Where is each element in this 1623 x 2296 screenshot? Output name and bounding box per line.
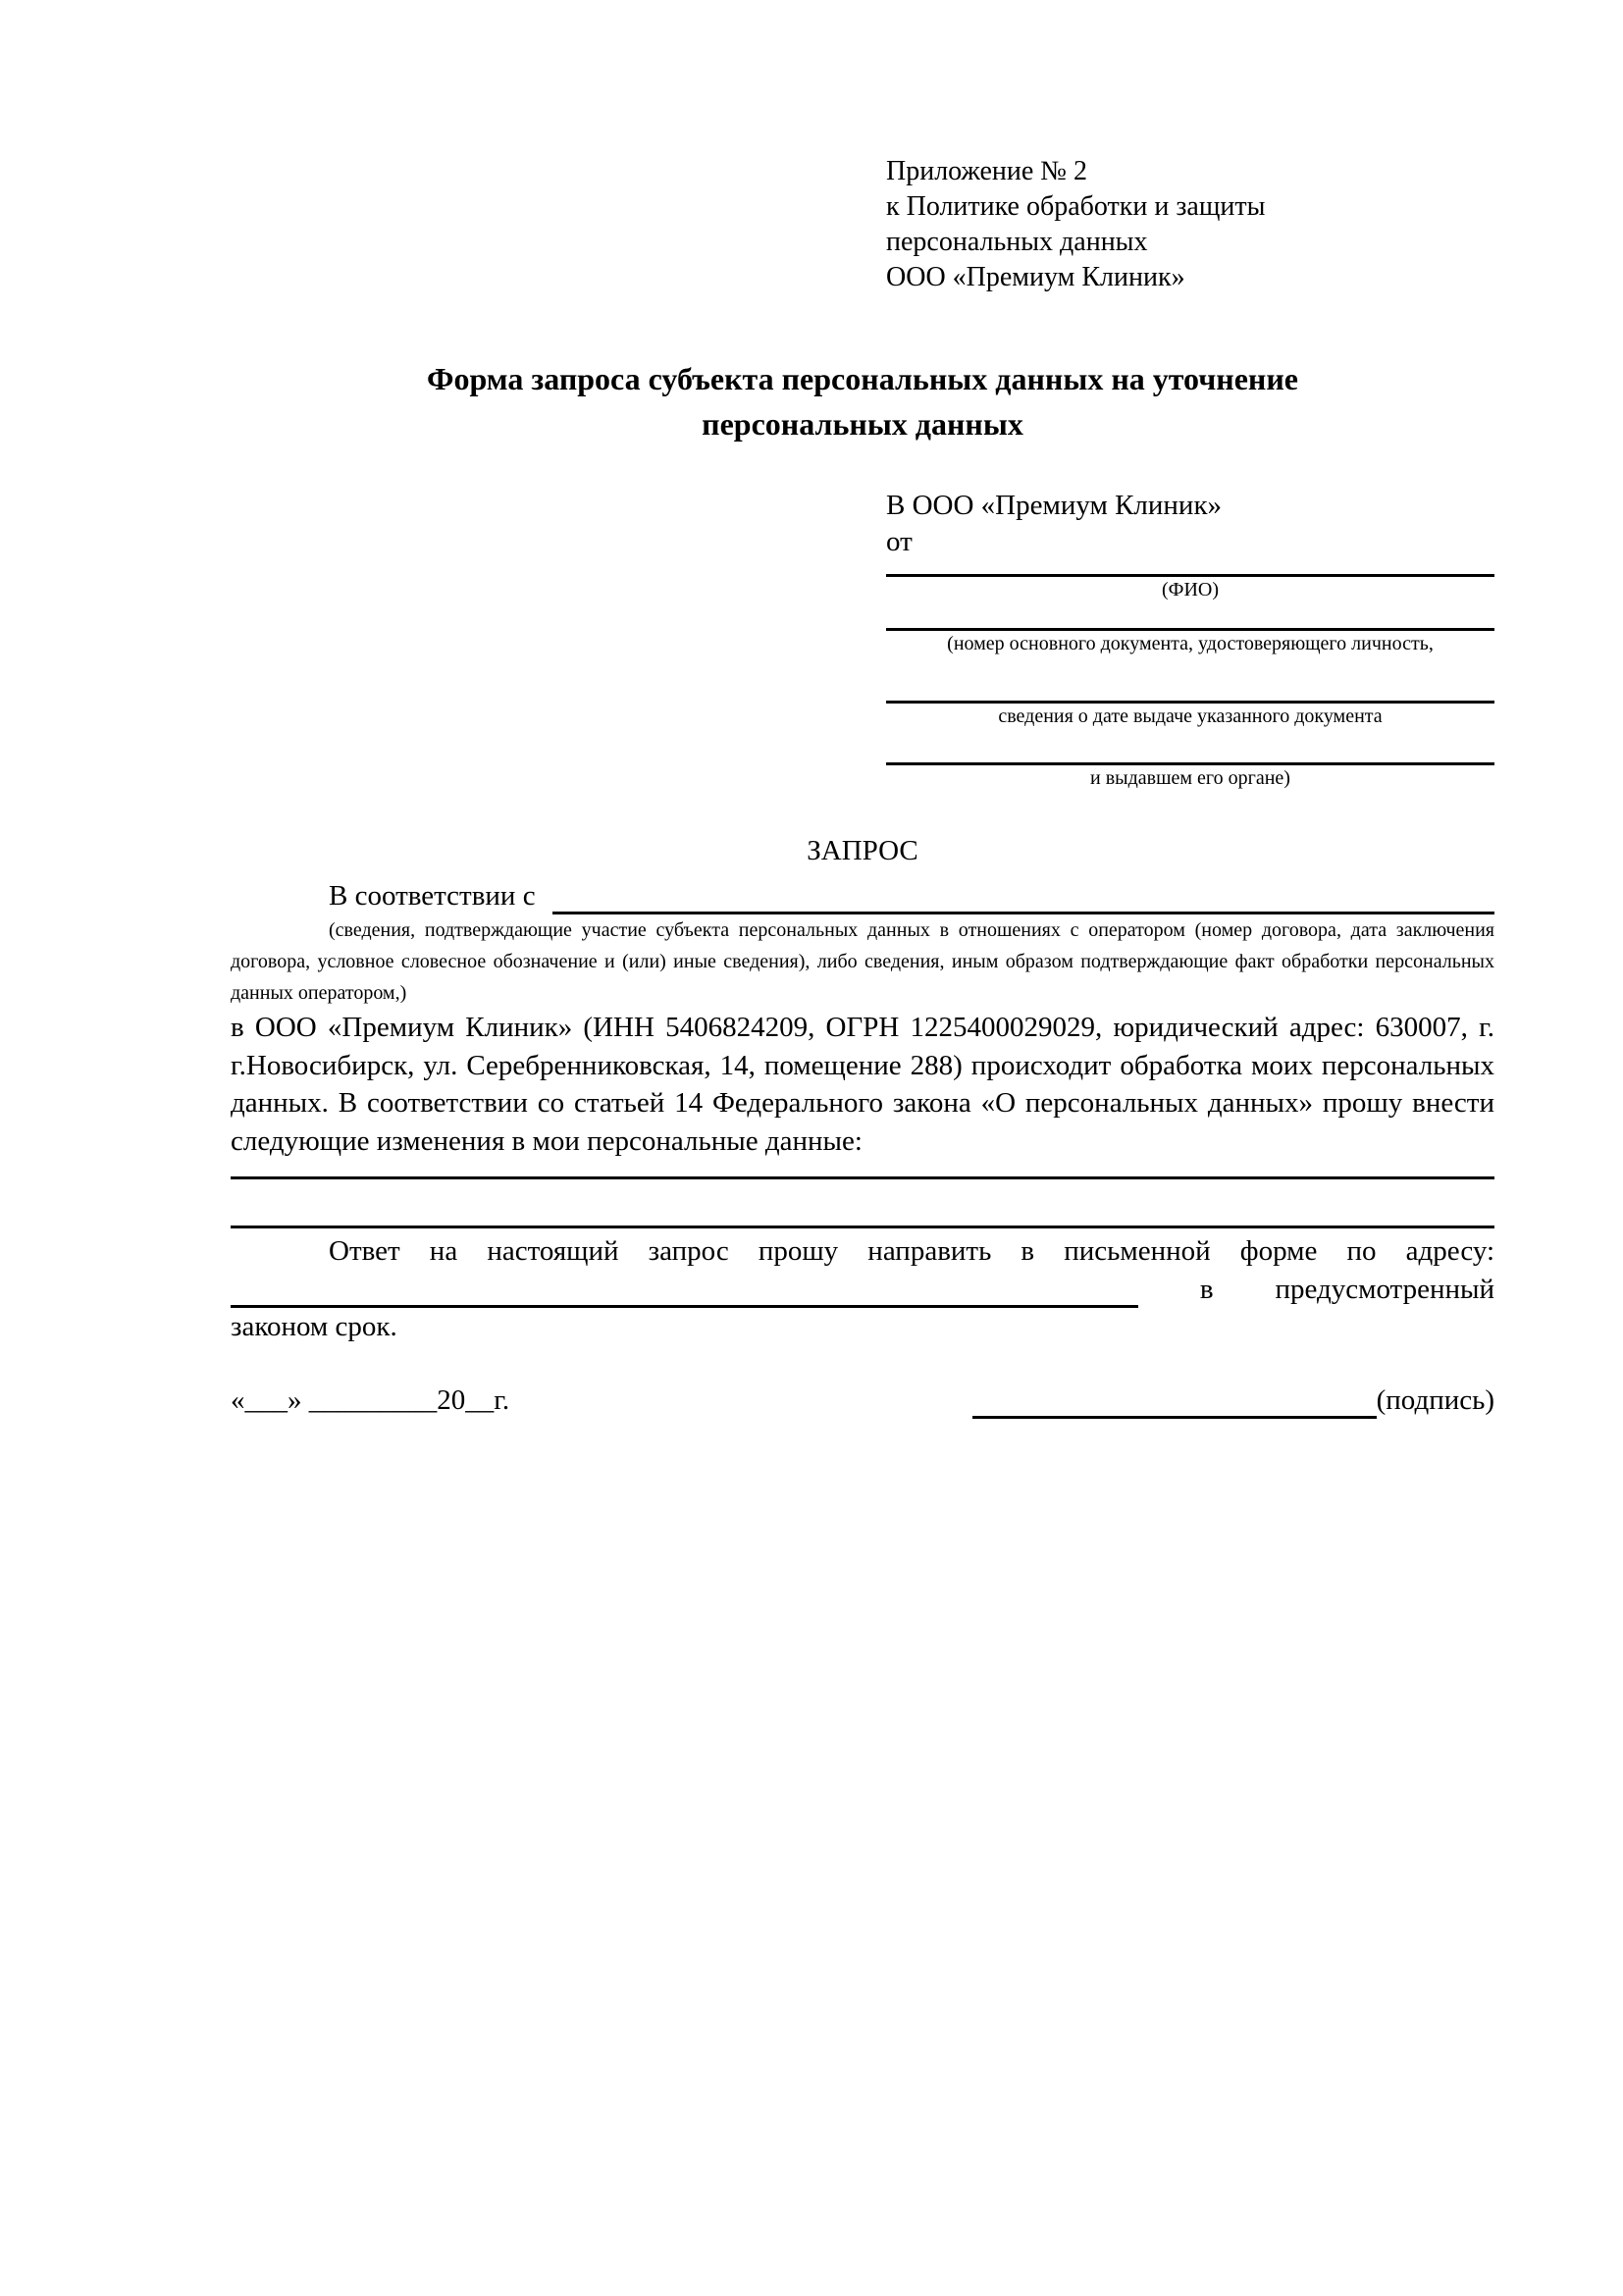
document-title: [231, 356, 1494, 446]
changes-blank-line-2: [231, 1179, 1494, 1228]
reply-word-2: предусмотренный: [1275, 1273, 1494, 1305]
date-blank: «___» _________20__г.: [231, 1383, 510, 1416]
request-heading: ЗАПРОС: [807, 835, 918, 866]
changes-blank-line-1: [231, 1160, 1494, 1179]
request-intro-row: [231, 877, 1494, 914]
reply-intro-paragraph: Ответ на настоящий запрос прошу направить в письменной форме по адресу:: [329, 1235, 1494, 1267]
reply-address-blank-line: [231, 1277, 1138, 1308]
document-number-blank-line: [886, 603, 1494, 631]
document-title-line-1: Форма запроса субъекта персональных данных на уточнение: [427, 361, 1298, 396]
appendix-header: [886, 154, 1494, 295]
request-intro-prefix: В соответствии с: [329, 880, 543, 912]
addressee-block: [886, 488, 1494, 792]
document-title-line-2: персональных данных: [702, 406, 1023, 442]
issuing-authority-blank-line: [886, 730, 1494, 765]
basis-blank-line: [552, 883, 1494, 914]
signature-caption: (подпись): [1376, 1383, 1494, 1416]
signature-blank-line: [972, 1387, 1377, 1419]
issuing-authority-caption: и выдавшем его органе): [1090, 767, 1290, 789]
basis-caption: (сведения, подтверждающие участие субъекта персональных данных в отношениях с оператором (номер договора, дата заключения договора, условное словесное обозначение и (или) иные сведения), либо сведения, иным образом подтверждающие факт обработки персональных данных оператором,): [231, 919, 1494, 1004]
issue-date-blank-line: [886, 657, 1494, 704]
fio-caption: (ФИО): [1161, 579, 1219, 600]
addressee-to: В ООО «Премиум Клиник»: [886, 490, 1223, 521]
appendix-line-4: ООО «Премиум Клиник»: [886, 262, 1185, 292]
appendix-line-1: Приложение № 2: [886, 156, 1087, 186]
appendix-line-3: персональных данных: [886, 227, 1148, 257]
reply-tail: законом срок.: [231, 1311, 397, 1342]
date-signature-row: [231, 1382, 1494, 1419]
addressee-from-label: от: [886, 526, 913, 557]
issue-date-caption: сведения о дате выдаче указанного документа: [998, 705, 1383, 727]
reply-word-1: в: [1199, 1273, 1214, 1305]
reply-address-row: [231, 1271, 1494, 1309]
signature-group: [972, 1382, 1494, 1419]
fio-blank-line: [886, 560, 1494, 577]
appendix-line-2: к Политике обработки и защиты: [886, 191, 1266, 222]
request-body-paragraph: в ООО «Премиум Клиник» (ИНН 5406824209, ОГРН 1225400029029, юридический адрес: 630007, г. г.Новосибирск, ул. Серебренниковская, 14, помещение 288) происходит обработка моих персональных данных. В соответствии со статьей 14 Федерального закона «О персональных данных» прошу внести следующие изменения в мои персональные данные:: [231, 1012, 1494, 1157]
document-number-caption: (номер основного документа, удостоверяющего личность,: [947, 633, 1434, 654]
